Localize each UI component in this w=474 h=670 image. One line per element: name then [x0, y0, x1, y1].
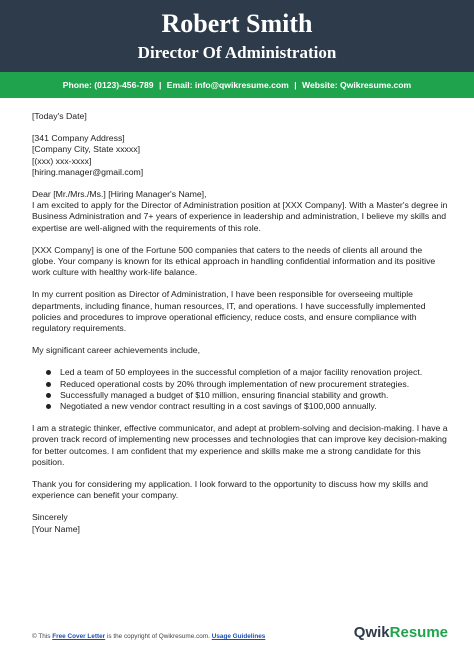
achievements-list — [32, 367, 448, 412]
recipient-address — [32, 133, 448, 178]
paragraph-thanks: Thank you for considering my application. I look forward to the opportunity to discuss how my skills and experience can benefit your company. — [32, 479, 428, 501]
paragraph-intro: I am excited to apply for the Director of Administration position at [XXX Company]. With a Master's degree in Business Administration and 7+ years of experience in leadership and administration, I believe my skills and expertise are well-aligned with the requirements of this role. — [32, 200, 448, 233]
contact-separator: | — [158, 80, 162, 90]
contact-website: Website: Qwikresume.com — [301, 80, 412, 90]
applicant-name: Robert Smith — [161, 9, 313, 38]
list-item: Reduced operational costs by 20% through implementation of new procurement strategies. — [60, 379, 448, 390]
qwikresume-logo[interactable] — [354, 623, 448, 643]
paragraph-company: [XXX Company] is one of the Fortune 500 companies that caters to the needs of clients all around the globe. Your company is known for its ethical approach in handling confidential information and its positive work culture with healthy work-life balance. — [32, 244, 436, 278]
list-item: Successfully managed a budget of $10 million, ensuring financial stability and growth. — [60, 390, 448, 401]
letter-date: [Today's Date] — [32, 111, 87, 121]
free-cover-letter-link[interactable]: Free Cover Letter — [52, 633, 106, 640]
contact-phone: Phone: (0123)-456-789 — [62, 80, 154, 90]
footer-copyright — [32, 632, 265, 642]
address-line: [Company City, State xxxxx] — [32, 144, 140, 155]
contact-bar — [0, 72, 474, 98]
paragraph-experience: In my current position as Director of Administration, I have been responsible for overseeing multiple departments, including finance, human resources, IT, and operations. I have successfully implemented policies and procedures to improve operational efficiency, reduce costs, and ensure compliance with regulatory requirements. — [32, 289, 426, 334]
job-title: Director Of Administration — [137, 43, 337, 62]
closing: Sincerely — [32, 512, 68, 523]
contact-separator: | — [294, 80, 297, 90]
salutation: Dear [Mr./Mrs./Ms.] [Hiring Manager's Name], — [32, 189, 207, 200]
signature: [Your Name] — [32, 523, 80, 534]
letter-body — [32, 111, 448, 535]
resume-header — [0, 0, 474, 72]
contact-email: Email: info@qwikresume.com — [166, 80, 289, 90]
logo-part-qwik: Qwik — [353, 624, 390, 641]
copyright-text: © This — [32, 633, 51, 640]
list-item: Led a team of 50 employees in the successful completion of a major facility renovation project. — [60, 367, 448, 378]
achievements-intro: My significant career achievements include, — [32, 345, 201, 356]
copyright-middle: is the copyright of Qwikresume.com. — [106, 633, 210, 640]
usage-guidelines-link[interactable]: Usage Guidelines — [211, 633, 266, 640]
address-line: [341 Company Address] — [32, 133, 125, 144]
address-line: [(xxx) xxx-xxxx] — [32, 155, 92, 166]
address-line: [hiring.manager@gmail.com] — [32, 166, 144, 177]
paragraph-strengths: I am a strategic thinker, effective communicator, and adept at problem-solving and decision-making. I have a proven track record of implementing new processes and technologies that can improve key decision-making for better outcomes. I am confident that my experience and skills make me a strong candidate for this position. — [32, 423, 448, 467]
list-item: Negotiated a new vendor contract resulting in a cost savings of $100,000 annually. — [60, 401, 448, 412]
logo-part-resume: Resume — [389, 624, 448, 641]
